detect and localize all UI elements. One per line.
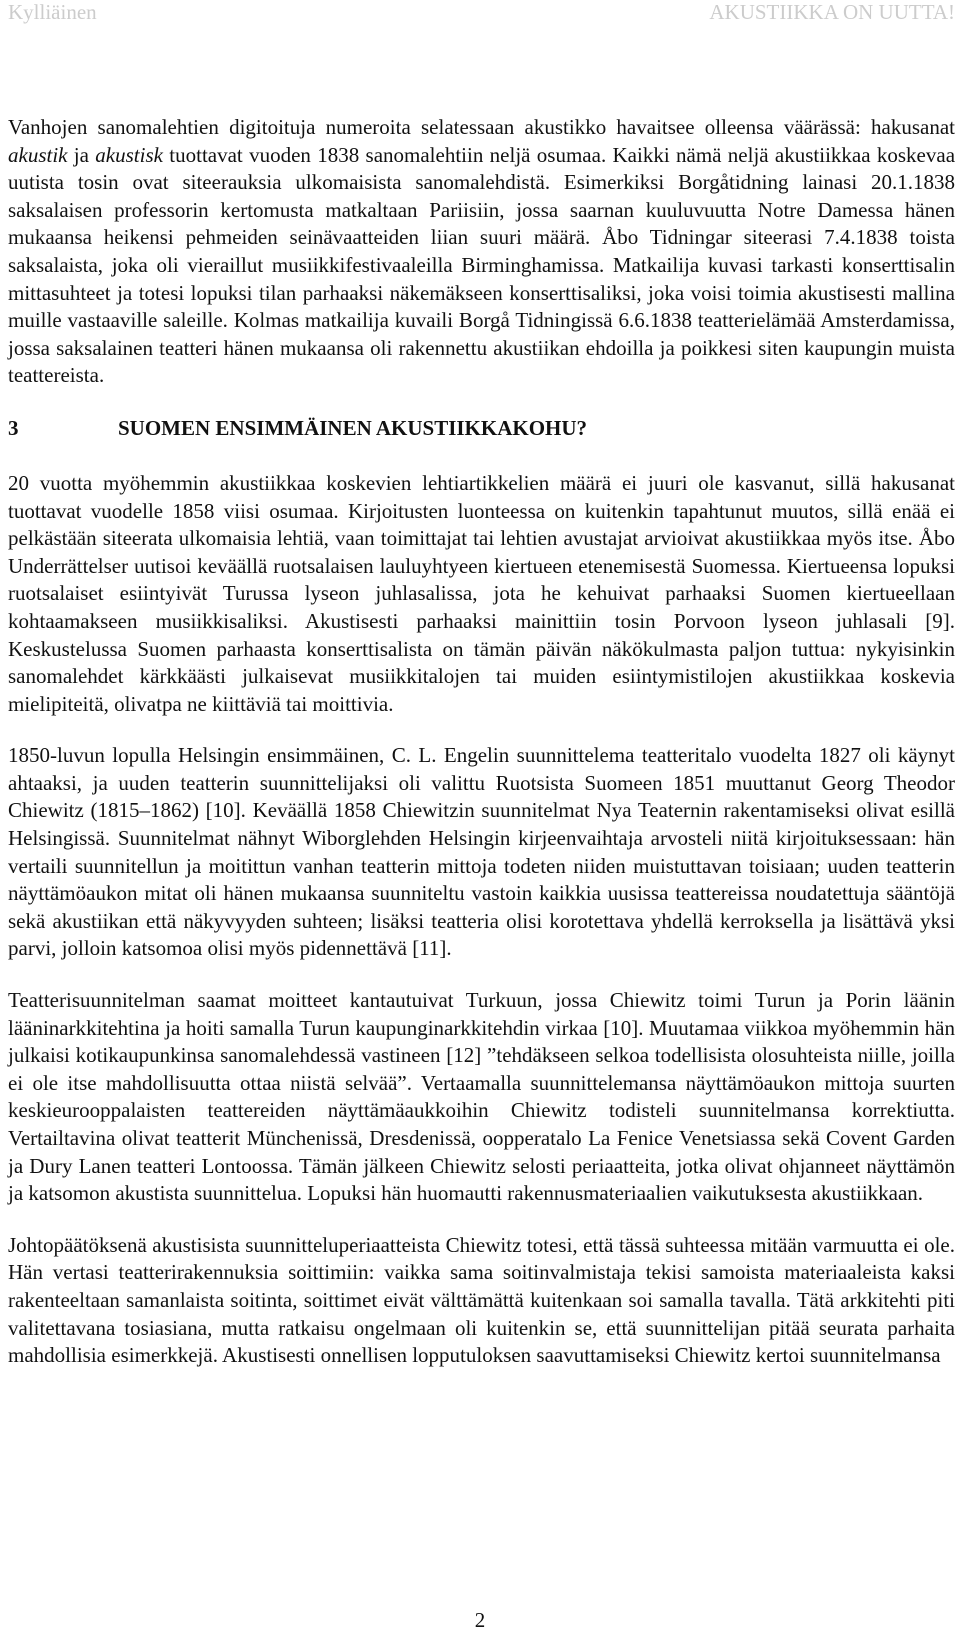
section-title: SUOMEN ENSIMMÄINEN AKUSTIIKKAKOHU? [118, 415, 588, 440]
paragraph-2: 20 vuotta myöhemmin akustiikkaa koskevien lehtiartikkelien määrä ei juuri ole kasvanut, sillä hakusanat tuottavat vuodelle 1858 viisi osumaa. Kirjoitusten luonteessa on kuitenkin tapahtunut muutos, sillä enää ei pelkästään siteerata ulkomaisia lehtiä, vaan toimittajat tai lehtien avustajat arvioivat akustiikkaa myös itse. Åbo Underrättelser uutisoi keväällä ruotsalaisen lauluyhtyeen kiertueen etenemisestä Suomessa. Kiertueensa lopuksi ruotsalaiset esiintyivät Turussa lyseon juhlasalissa, jota he kehuivat parhaaksi Suomen kiertueellaan kohtaamakseen musiikkisaliksi. Akustisesti parhaaksi mainittiin tosin Porvoon lyseon juhlasali [9]. Keskustelussa Suomen parhaasta konserttisalista on tämän päivän näkökulmasta paljon tuttua: nykyisinkin sanomalehdet kärkkäästi julkaisevat musiikkitalojen tai muiden esiintymistilojen akustiikkaa koskevia mielipiteitä, olivatpa ne kiittäviä tai moittivia. [8, 470, 955, 716]
header-author: Kylliäinen [8, 0, 97, 24]
document-page [8, 0, 956, 1368]
paragraph-4: Teatterisuunnitelman saamat moitteet kantautuivat Turkuun, jossa Chiewitz toimi Turun ja Porin läänin lääninarkkitehtina ja hoiti samalla Turun kaupunginarkkitehdin virkaa [10]. Muutamaa viikkoa myöhemmin hän julkaisi kotikaupunkinsa sanomalehdessä vastineen [12] ”tehdäkseen selkoa todellisista olosuhteista niille, joilla ei ole itse mahdollisuutta ottaa niistä selvää”. Vertaamalla suunnittelemansa näyttämöaukon mittoja suurten keskieurooppalaisten teattereiden näyttämäaukkoihin Chiewitz todisteli suunnitelmansa korrektiutta. Vertailtavina olivat teatterit Münchenissä, Dresdenissä, oopperatalo La Fenice Venetsiassa sekä Covent Garden ja Dury Lanen teatteri Lontoossa. Tämän jälkeen Chiewitz selosti periaatteita, jotka olivat ohjanneet näyttämön ja katsomon akustista suunnittelua. Lopuksi hän huomautti rakennusmateriaalien vaikutuksesta akustiikkaan. [8, 988, 955, 1206]
running-header [8, 0, 955, 26]
search-term-akustik: akustik [8, 142, 68, 167]
page-number: 2 [474, 1608, 486, 1632]
body-text [8, 114, 955, 1394]
section-number: 3 [8, 415, 19, 440]
paragraph-5: Johtopäätöksenä akustisista suunnitteluperiaatteista Chiewitz totesi, että tässä suhteessa mitään varmuutta ei ole. Hän vertasi teatterirakennuksia soittimiin: vaikka sama soitinvalmistaja tekisi samoista materiaaleista kaksi rakenteeltaan samanlaista soitinta, soittimet eivät välttämättä kuitenkaan soi samalla tavalla. Tätä arkkitehti piti valitettavana tosiasiana, mutta ratkaisu ongelmaan oli kuitenkin se, että suunnittelijan pitää seurata parhaita mahdollisia esimerkkejä. Akustisesti onnellisen lopputuloksen saavuttamiseksi Chiewitz kertoi suunnitelmansa [8, 1232, 955, 1368]
search-term-akustisk: akustisk [95, 142, 163, 167]
paragraph-1-part-c: tuottavat vuoden 1838 sanomalehtiin neljä osumaa. Kaikki nämä neljä akustiikkaa koskevaa uutista tosin ovat siteerauksia ulkomaisista sanomalehdistä. Esimerkiksi Borgåtidning lainasi 20.1.1838 saksalaisen professorin kertomusta matkaltaan Pariisiin, jossa saarnan kuuluvuutta Notre Damessa hänen mukaansa heikensi pehmeiden seinävaatteiden liian suuri määrä. Åbo Tidningar siteerasi 7.4.1838 toista saksalaista, joka oli vieraillut musiikkifestivaaleilla Birminghamissa. Matkailija kuvasi tarkasti konserttisalin mittasuhteet ja totesi lopuksi tilan parhaaksi näkemäkseen konserttisaliksi, joka voisi toimia akustisesti mallina muille vastaaville saleille. Kolmas matkailija kuvaili Borgå Tidningissä 6.6.1838 teatterielämää Amsterdamissa, jossa saksalainen teatteri hänen mukaansa oli rakennettu akustiikan ehdoilla ja poikkesi siten kaupungin muista teattereista. [8, 142, 956, 388]
section-heading [8, 414, 955, 442]
paragraph-1 [8, 114, 955, 390]
paragraph-3: 1850-luvun lopulla Helsingin ensimmäinen, C. L. Engelin suunnittelema teatteritalo vuodelta 1827 oli käynyt ahtaaksi, ja uuden teatterin suunnittelijaksi oli valittu Ruotsista Suomeen 1851 muuttanut Georg Theodor Chiewitz (1815–1862) [10]. Keväällä 1858 Chiewitzin suunnitelmat Nya Teaternin rakentamiseksi olivat esillä Helsingissä. Suunnitelmat nähnyt Wiborglehden Helsingin kirjeenvaihtaja arvosteli niitä kirjoituksessaan: hän vertaili suunnitellun ja moitittun vanhan teatterin mittoja todeten niiden muistuttavan toisiaan; uuden teatterin näyttämöaukon mitat oli hänen mukaansa suunniteltu vastoin kaikkia uusissa teattereissa noudatettuja sääntöjä sekä akustiikan että näkyvyyden suhteen; lisäksi teatteria olisi korotettava yhdellä kerroksella ja lisättävä yksi parvi, jolloin katsomoa olisi myös pidennettävä [11]. [8, 743, 955, 961]
header-title: AKUSTIIKKA ON UUTTA! [709, 0, 955, 24]
paragraph-1-part-b: ja [67, 142, 96, 167]
paragraph-1-part-a: Vanhojen sanomalehtien digitoituja numeroita selatessaan akustikko havaitsee olleensa väärässä: hakusanat [8, 115, 955, 139]
